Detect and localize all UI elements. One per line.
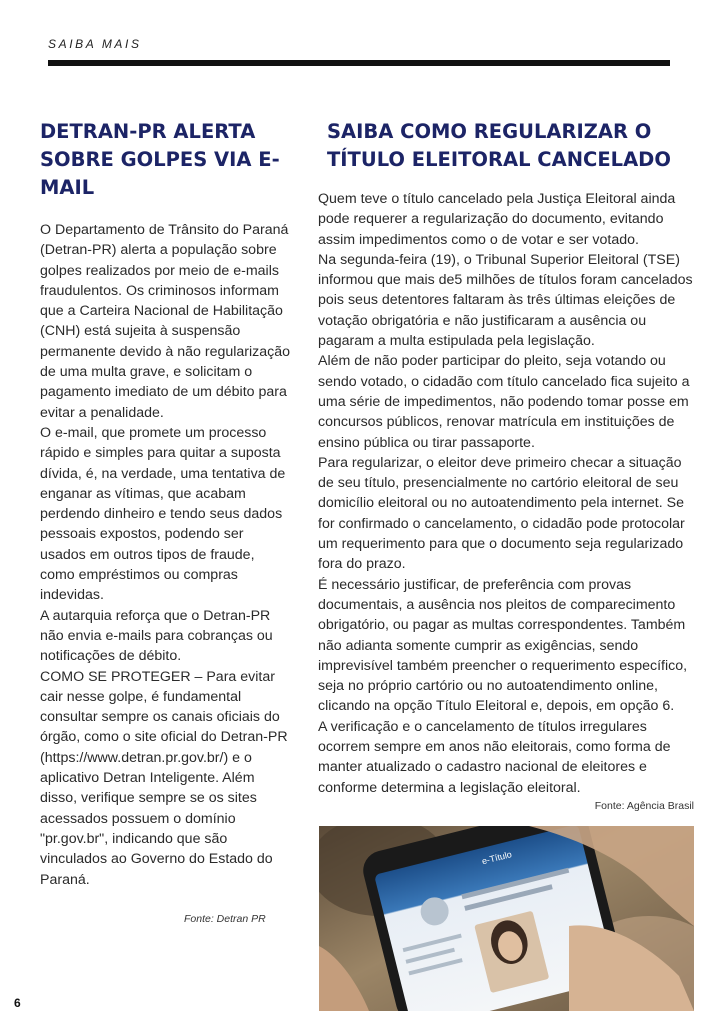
left-article-body <box>40 220 292 890</box>
header-rule <box>48 60 670 66</box>
left-article-source: Fonte: Detran PR <box>184 913 266 925</box>
phone-photo-illustration <box>319 826 694 1011</box>
right-paragraph: Na segunda-feira (19), o Tribunal Superior Eleitoral (TSE) informou que mais de5 milhões de títulos foram cancelados pois seus detentores faltaram às três últimas eleições de votação obrigatória e não justificaram a ausência ou pagaram a multa estipulada pela legislação. <box>318 251 693 350</box>
right-article-title: SAIBA COMO REGULARIZAR O TÍTULO ELEITORAL CANCELADO <box>327 120 671 171</box>
left-paragraph: O e-mail, que promete um processo rápido e simples para quitar a suposta dívida, é, na verdade, uma tentativa de enganar as vítimas, que acabam perdendo dinheiro e tendo seus dados pessoais expostos, podendo ser usados em outros tipos de fraude, como empréstimos ou compras indevidas. <box>40 424 286 604</box>
left-article-title: DETRAN-PR ALERTA SOBRE GOLPES VIA E-MAIL <box>40 120 280 199</box>
phone-photo <box>319 826 694 1011</box>
right-paragraph: A verificação e o cancelamento de títulos irregulares ocorrem sempre em anos não eleitorais, como forma de manter atualizado o cadastro nacional de eleitores e conforme determina a legislação eleitoral. <box>318 718 671 796</box>
left-paragraph: O Departamento de Trânsito do Paraná (Detran-PR) alerta a população sobre golpes realizados por meio de e-mails fraudulentos. Os criminosos informam que a Carteira Nacional de Habilitação (CNH) está sujeita à suspensão permanente devido à não regularização de uma multa grave, e solicitam o pagamento imediato de um débito para evitar a penalidade. <box>40 222 291 421</box>
right-article-body <box>318 189 696 798</box>
left-paragraph: COMO SE PROTEGER – Para evitar cair nesse golpe, é fundamental consultar sempre os canais oficiais do órgão, como o site oficial do Detran-PR (https://www.detran.pr.gov.br/) e o aplicativo Detran Inteligente. Além disso, verifique sempre se os sites acessados possuem o domínio "pr.gov.br", indicando que são vinculados ao Governo do Estado do Paraná. <box>40 668 288 888</box>
right-paragraph: Para regularizar, o eleitor deve primeiro checar a situação de seu título, presencialmente no cartório eleitoral de seu domicílio eleitoral ou no autoatendimento pela internet. Se for confirmado o cancelamento, o cidadão pode protocolar um requerimento para que o documento seja regularizado fora do prazo. <box>318 454 685 573</box>
right-paragraph: Além de não poder participar do pleito, seja votando ou sendo votado, o cidadão com título cancelado fica sujeito a uma série de impedimentos, não podendo tomar posse em concursos públicos, renovar matrícula em instituições de ensino pública ou tirar passaporte. <box>318 353 690 451</box>
right-paragraph: É necessário justificar, de preferência com provas documentais, a ausência nos pleitos de comparecimento obrigatório, ou pagar as multas correspondentes. Também não adianta somente cumprir as exigências, sendo imprevisível também preencher o requerimento específico, seja no próprio cartório ou no autoatendimento online, clicando na opção Título Eleitoral e, depois, em opção 6. <box>318 576 688 715</box>
left-paragraph: A autarquia reforça que o Detran-PR não envia e-mails para cobranças ou notificações de débito. <box>40 607 273 665</box>
right-paragraph: Quem teve o título cancelado pela Justiça Eleitoral ainda pode requerer a regularização do documento, evitando assim impedimentos como o de votar e ser votado. <box>318 191 676 248</box>
phone-screen-label: e-Título <box>480 849 513 867</box>
right-article-source: Fonte: Agência Brasil <box>594 800 694 812</box>
page-number: 6 <box>14 996 21 1010</box>
section-label: SAIBA MAIS <box>48 37 142 51</box>
